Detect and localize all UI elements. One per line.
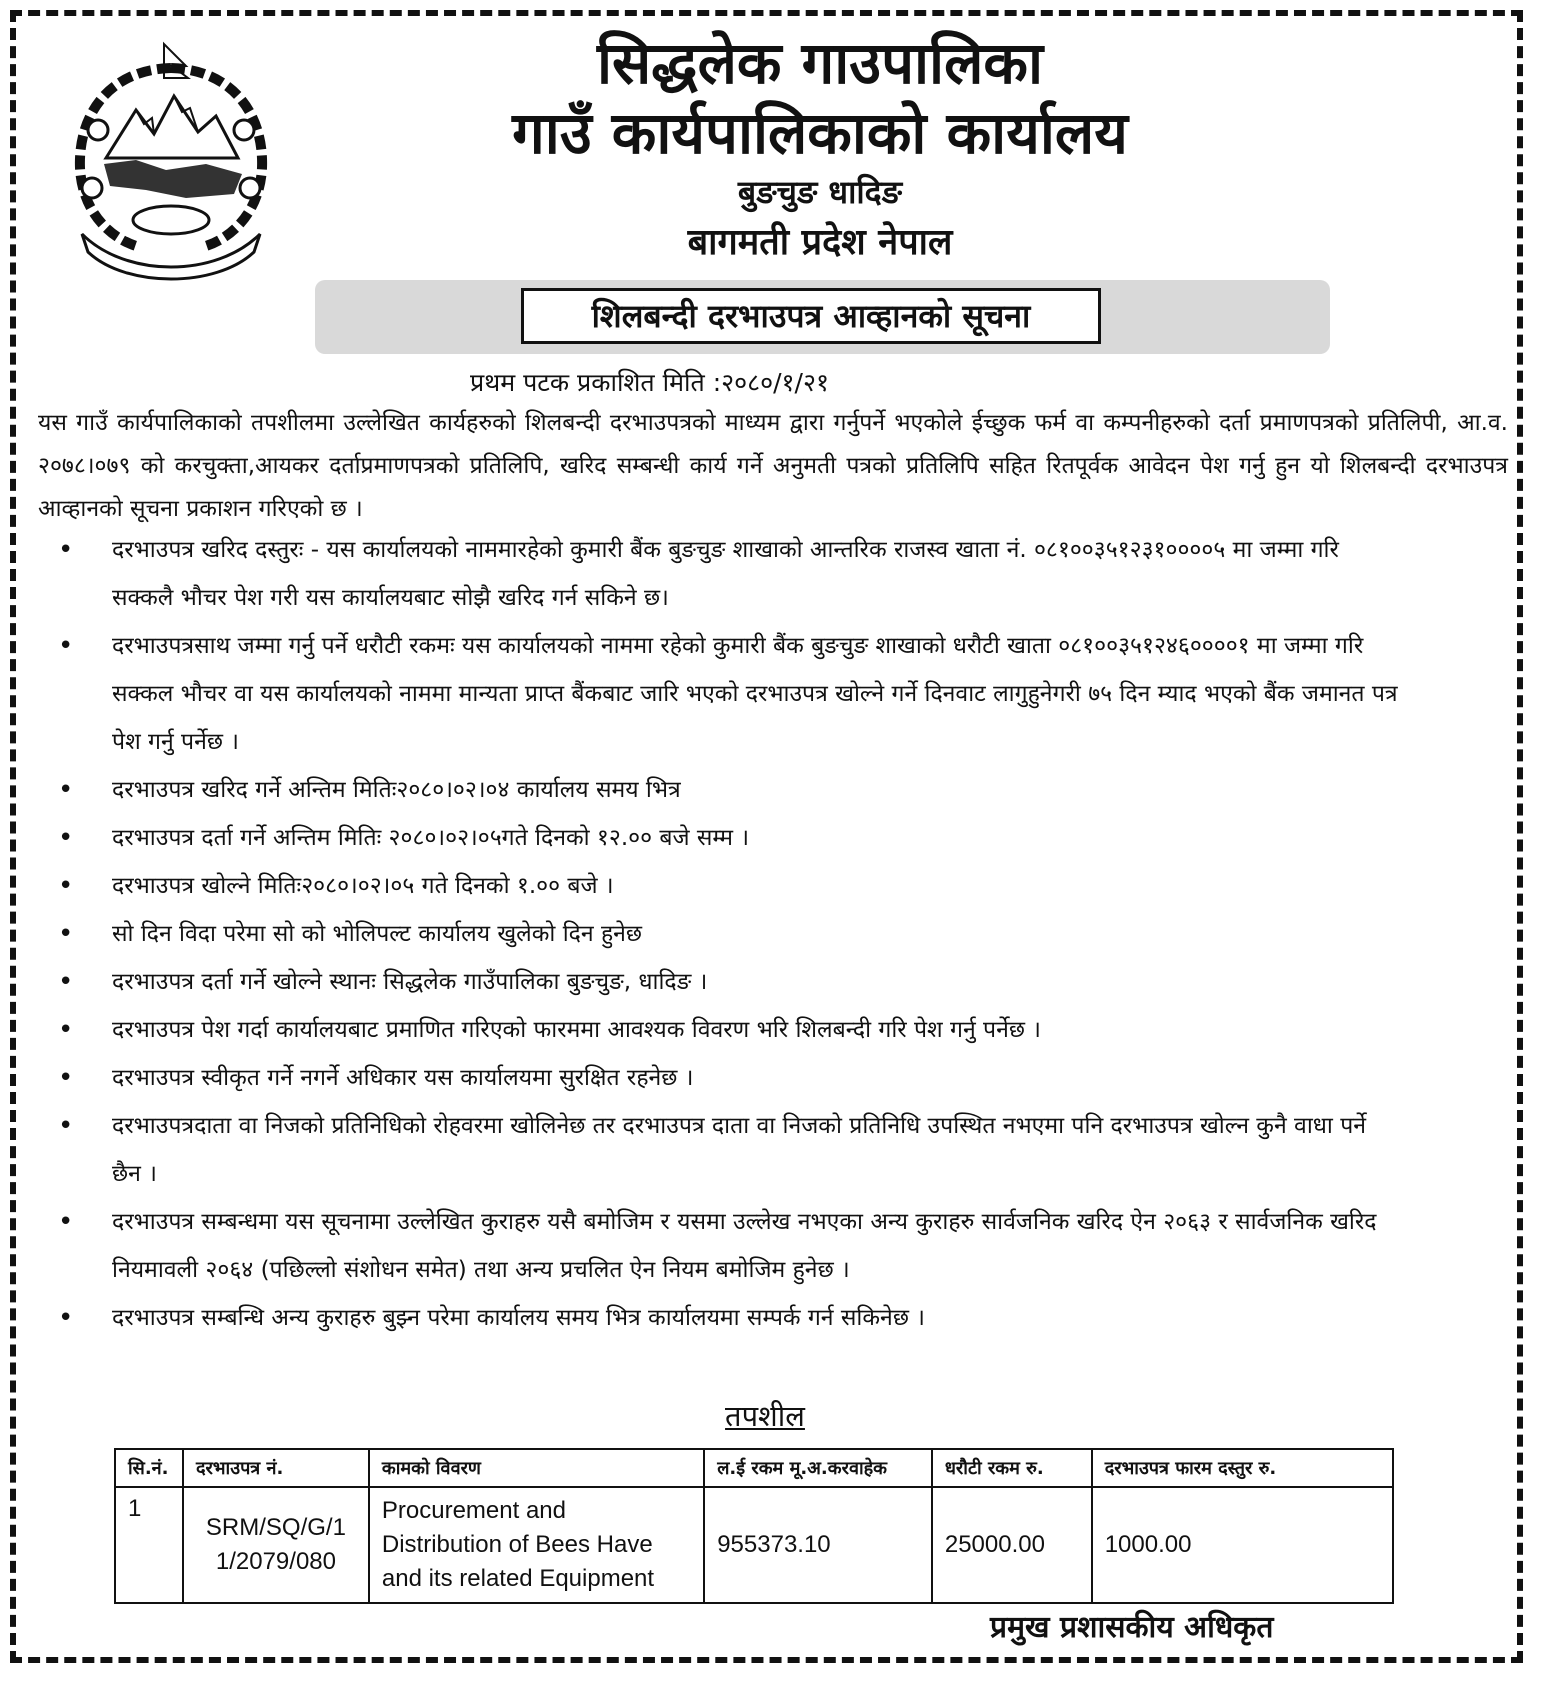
office-name: गाउँ कार्यपालिकाको कार्यालय: [512, 99, 1128, 167]
header-estimate: ल.ई रकम मू.अ.करवाहेक: [704, 1449, 932, 1487]
notice-conditions: [0, 526, 1543, 1342]
condition-item: • दरभाउपत्र दर्ता गर्ने खोल्ने स्थानः सिद्धलेक गाउँपालिका बुङचुङ, धादिङ ।: [0, 958, 1402, 1006]
notice-title: शिलबन्दी दरभाउपत्र आव्हानको सूचना: [521, 288, 1101, 344]
notice-banner: [315, 280, 1330, 354]
signatory-title: प्रमुख प्रशासकीय अधिकृत: [990, 1610, 1274, 1645]
condition-item: • सो दिन विदा परेमा सो को भोलिपल्ट कार्यालय खुलेको दिन हुनेछ: [0, 910, 1402, 958]
office-address: बुङचुङ धादिङ: [737, 173, 903, 211]
condition-item: • दरभाउपत्र स्वीकृत गर्ने नगर्ने अधिकार यस कार्यालयमा सुरक्षित रहनेछ ।: [0, 1054, 1402, 1102]
publication-date: प्रथम पटक प्रकाशित मिति :२०८०/१/२१: [470, 368, 829, 397]
schedule-table: [114, 1448, 1394, 1604]
cell-description: Procurement and Distribution of Bees Have and its related Equipment: [369, 1487, 704, 1603]
condition-item: • दरभाउपत्र दर्ता गर्ने अन्तिम मितिः २०८०।०२।०५गते दिनको १२.०० बजे सम्म ।: [0, 814, 1402, 862]
table-header-row: [115, 1449, 1393, 1487]
condition-item: • दरभाउपत्र सम्बन्धमा यस सूचनामा उल्लेखित कुराहरु यसै बमोजिम र यसमा उल्लेख नभएका अन्य कुराहरु सार्वजनिक खरिद ऐन २०६३ र सार्वजनिक खरिद नियमावली २०६४ (पछिल्लो संशोधन समेत) तथा अन्य प्रचलित ऐन नियम बमोजिम हुनेछ ।: [0, 1198, 1402, 1294]
header-form-fee: दरभाउपत्र फारम दस्तुर रु.: [1092, 1449, 1393, 1487]
condition-item: • दरभाउपत्र खरिद दस्तुरः - यस कार्यालयको नाममारहेको कुमारी बैंक बुङचुङ शाखाको आन्तरिक राजस्व खाता नं. ०८१००३५१२३१००००५ मा जम्मा गरि सक्कलै भौचर पेश गरी यस कार्यालयबाट सोझै खरिद गर्न सकिने छ।: [0, 526, 1402, 622]
condition-item: • दरभाउपत्र खरिद गर्ने अन्तिम मितिः२०८०।०२।०४ कार्यालय समय भित्र: [0, 766, 1402, 814]
cell-bid-no: SRM/SQ/G/1 1/2079/080: [183, 1487, 369, 1603]
schedule-title: तपशील: [725, 1399, 805, 1433]
condition-item: • दरभाउपत्र खोल्ने मितिः२०८०।०२।०५ गते दिनको १.०० बजे ।: [0, 862, 1402, 910]
intro-paragraph: यस गाउँ कार्यपालिकाको तपशीलमा उल्लेखित कार्यहरुको शिलबन्दी दरभाउपत्रको माध्यम द्वारा गर्नुपर्ने भएकोले ईच्छुक फर्म वा कम्पनीहरुको दर्ता प्रमाणपत्रको प्रतिलिपी, आ.व. २०७८।०७९ को करचुक्ता,आयकर दर्ताप्रमाणपत्रको प्रतिलिपि, खरिद सम्बन्धी कार्य गर्ने अनुमती पत्रको प्रतिलिपि सहित रितपूर्वक आवेदन पेश गर्नु हुन यो शिलबन्दी दरभाउपत्र आव्हानको सूचना प्रकाशन गरिएको छ ।: [38, 410, 1508, 522]
municipality-name: सिद्धलेक गाउपालिका: [597, 29, 1043, 97]
condition-item: • दरभाउपत्रसाथ जम्मा गर्नु पर्ने धरौटी रकमः यस कार्यालयको नाममा रहेको कुमारी बैंक बुङचुङ शाखाको धरौटी खाता ०८१००३५१२४६००००१ मा जम्मा गरि सक्कल भौचर वा यस कार्यालयको नाममा मान्यता प्राप्त बैंकबाट जारि भएको दरभाउपत्र खोल्ने गर्ने दिनवाट लागुहुनेगरी ७५ दिन म्याद भएको बैंक जमानत पत्र पेश गर्नु पर्नेछ ।: [0, 622, 1402, 766]
condition-item: • दरभाउपत्र सम्बन्धि अन्य कुराहरु बुझ्न परेमा कार्यालय समय भित्र कार्यालयमा सम्पर्क गर्न सकिनेछ ।: [0, 1294, 1402, 1342]
header-bid-no: दरभाउपत्र नं.: [183, 1449, 369, 1487]
cell-estimate: 955373.10: [704, 1487, 932, 1603]
cell-deposit: 25000.00: [932, 1487, 1092, 1603]
header-description: कामको विवरण: [369, 1449, 704, 1487]
header-deposit: धरौटी रकम रु.: [932, 1449, 1092, 1487]
header-sn: सि.नं.: [115, 1449, 183, 1487]
condition-item: • दरभाउपत्रदाता वा निजको प्रतिनिधिको रोहवरमा खोलिनेछ तर दरभाउपत्र दाता वा निजको प्रतिनिधि उपस्थित नभएमा पनि दरभाउपत्र खोल्न कुनै वाधा पर्ने छैन ।: [0, 1102, 1402, 1198]
cell-form-fee: 1000.00: [1092, 1487, 1393, 1603]
cell-sn: 1: [115, 1487, 183, 1603]
nepal-emblem-icon: [66, 38, 276, 288]
table-row: [115, 1487, 1393, 1603]
office-province: बागमती प्रदेश नेपाल: [687, 222, 953, 263]
condition-item: • दरभाउपत्र पेश गर्दा कार्यालयबाट प्रमाणित गरिएको फारममा आवश्यक विवरण भरि शिलबन्दी गरि पेश गर्नु पर्नेछ ।: [0, 1006, 1402, 1054]
